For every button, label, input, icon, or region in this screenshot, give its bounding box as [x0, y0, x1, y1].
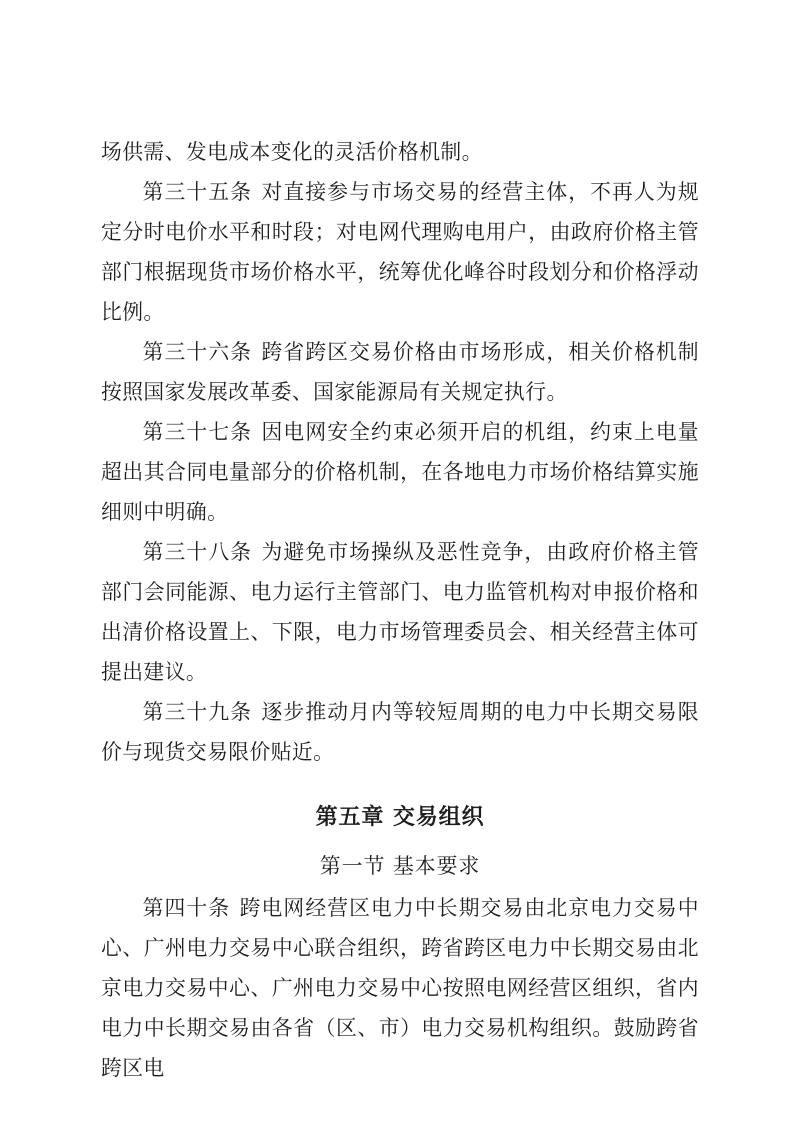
paragraph-text: 为避免市场操纵及恶性竞争，由政府价格主管部门会同能源、电力运行主管部门、电力监管机构对申报价格和出清价格设置上、下限，电力市场管理委员会、相关经营主体可提出建议。: [101, 540, 699, 684]
paragraph: [101, 132, 699, 172]
article-number: 第四十条: [142, 896, 231, 920]
article-number: 第三十六条: [142, 340, 253, 364]
paragraph-list-trading-organization: [101, 888, 699, 1088]
paragraph: [101, 412, 699, 532]
article-number: 第三十七条: [142, 420, 253, 444]
article-number: 第三十五条: [142, 180, 253, 204]
paragraph-text: 对直接参与市场交易的经营主体，不再人为规定分时电价水平和时段；对电网代理购电用户，由政府价格主管部门根据现货市场价格水平，统筹优化峰谷时段划分和价格浮动比例。: [101, 180, 699, 324]
paragraph-text: 场供需、发电成本变化的灵活价格机制。: [101, 140, 483, 164]
paragraph-text: 跨电网经营区电力中长期交易由北京电力交易中心、广州电力交易中心联合组织，跨省跨区电力中长期交易由北京电力交易中心、广州电力交易中心按照电网经营区组织，省内电力中长期交易由各省（区、市）电力交易机构组织。鼓励跨省跨区电: [101, 896, 699, 1080]
chapter-heading: 第五章 交易组织: [315, 805, 485, 830]
paragraph: [101, 532, 699, 692]
paragraph-text: 因电网安全约束必须开启的机组，约束上电量超出其合同电量部分的价格机制，在各地电力市场价格结算实施细则中明确。: [101, 420, 699, 524]
paragraph: [101, 692, 699, 772]
article-number: 第三十九条: [142, 700, 253, 724]
paragraph-text: 跨省跨区交易价格由市场形成，相关价格机制按照国家发展改革委、国家能源局有关规定执行。: [101, 340, 699, 404]
article-number: 第三十八条: [142, 540, 253, 564]
document-body: [101, 132, 699, 1088]
section-heading: 第一节 基本要求: [319, 854, 481, 878]
paragraph: [101, 172, 699, 332]
paragraph: [101, 332, 699, 412]
paragraph-text: 逐步推动月内等较短周期的电力中长期交易限价与现货交易限价贴近。: [101, 700, 699, 764]
paragraph: [101, 888, 699, 1088]
paragraph-list-pricing-articles: [101, 132, 699, 772]
